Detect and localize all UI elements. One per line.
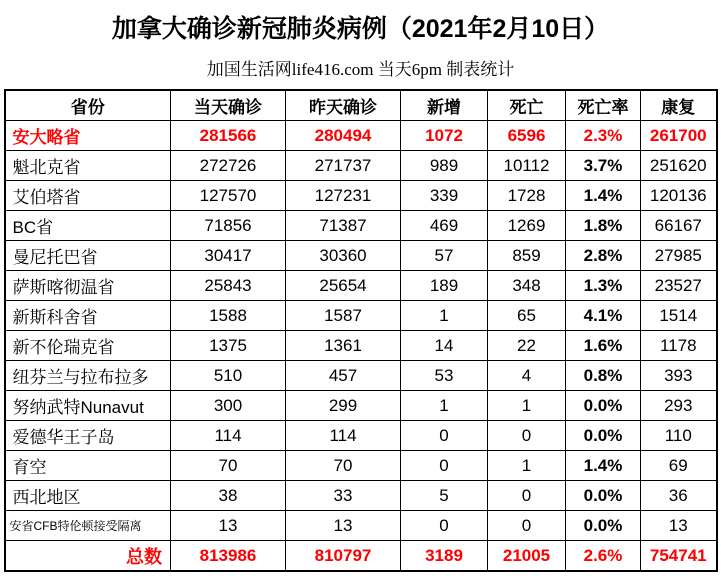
death-rate-cell: 3.7% bbox=[566, 151, 641, 181]
new-cases-cell: 1 bbox=[401, 391, 488, 421]
province-cell: 新不伦瑞克省 bbox=[5, 331, 171, 361]
today-confirmed-cell: 13 bbox=[171, 511, 286, 541]
province-cell: 努纳武特Nunavut bbox=[5, 391, 171, 421]
recovered-cell: 27985 bbox=[641, 241, 717, 271]
table-row bbox=[5, 511, 717, 541]
today-confirmed-cell: 71856 bbox=[171, 211, 286, 241]
yesterday-confirmed-cell: 30360 bbox=[286, 241, 401, 271]
death-rate-cell: 1.6% bbox=[566, 331, 641, 361]
table-row bbox=[5, 121, 717, 151]
province-cell: 安大略省 bbox=[5, 121, 171, 151]
today-confirmed-cell: 1588 bbox=[171, 301, 286, 331]
today-confirmed-cell: 30417 bbox=[171, 241, 286, 271]
deaths-cell: 10112 bbox=[488, 151, 566, 181]
new-cases-cell: 339 bbox=[401, 181, 488, 211]
province-cell: 魁北克省 bbox=[5, 151, 171, 181]
yesterday-confirmed-cell: 25654 bbox=[286, 271, 401, 301]
recovered-cell: 23527 bbox=[641, 271, 717, 301]
recovered-cell: 393 bbox=[641, 361, 717, 391]
deaths-cell: 4 bbox=[488, 361, 566, 391]
total-recovered-cell: 754741 bbox=[641, 541, 717, 572]
deaths-cell: 65 bbox=[488, 301, 566, 331]
recovered-cell: 293 bbox=[641, 391, 717, 421]
province-cell: 爱德华王子岛 bbox=[5, 421, 171, 451]
recovered-cell: 36 bbox=[641, 481, 717, 511]
table-row bbox=[5, 331, 717, 361]
header-row bbox=[5, 90, 717, 121]
today-confirmed-cell: 70 bbox=[171, 451, 286, 481]
yesterday-confirmed-cell: 271737 bbox=[286, 151, 401, 181]
column-header-province: 省份 bbox=[5, 90, 171, 121]
yesterday-confirmed-cell: 127231 bbox=[286, 181, 401, 211]
deaths-cell: 348 bbox=[488, 271, 566, 301]
table-body bbox=[5, 121, 717, 572]
recovered-cell: 13 bbox=[641, 511, 717, 541]
new-cases-cell: 1072 bbox=[401, 121, 488, 151]
table-row bbox=[5, 391, 717, 421]
total-province-cell: 总数 bbox=[5, 541, 171, 572]
table-row bbox=[5, 271, 717, 301]
death-rate-cell: 1.8% bbox=[566, 211, 641, 241]
new-cases-cell: 0 bbox=[401, 421, 488, 451]
yesterday-confirmed-cell: 457 bbox=[286, 361, 401, 391]
table-row bbox=[5, 151, 717, 181]
death-rate-cell: 1.4% bbox=[566, 181, 641, 211]
column-header-yesterday-confirmed: 昨天确诊 bbox=[286, 90, 401, 121]
province-cell: 纽芬兰与拉布拉多 bbox=[5, 361, 171, 391]
today-confirmed-cell: 127570 bbox=[171, 181, 286, 211]
total-deaths-cell: 21005 bbox=[488, 541, 566, 572]
column-header-today-confirmed: 当天确诊 bbox=[171, 90, 286, 121]
new-cases-cell: 57 bbox=[401, 241, 488, 271]
yesterday-confirmed-cell: 1361 bbox=[286, 331, 401, 361]
table-row bbox=[5, 421, 717, 451]
total-death-rate-cell: 2.6% bbox=[566, 541, 641, 572]
province-cell: 安省CFB特伦顿接受隔离 bbox=[5, 511, 171, 541]
total-row bbox=[5, 541, 717, 572]
today-confirmed-cell: 510 bbox=[171, 361, 286, 391]
death-rate-cell: 2.3% bbox=[566, 121, 641, 151]
recovered-cell: 1514 bbox=[641, 301, 717, 331]
province-cell: 新斯科舍省 bbox=[5, 301, 171, 331]
today-confirmed-cell: 38 bbox=[171, 481, 286, 511]
recovered-cell: 1178 bbox=[641, 331, 717, 361]
new-cases-cell: 53 bbox=[401, 361, 488, 391]
new-cases-cell: 0 bbox=[401, 451, 488, 481]
yesterday-confirmed-cell: 114 bbox=[286, 421, 401, 451]
death-rate-cell: 1.4% bbox=[566, 451, 641, 481]
province-cell: 育空 bbox=[5, 451, 171, 481]
table-row bbox=[5, 181, 717, 211]
yesterday-confirmed-cell: 280494 bbox=[286, 121, 401, 151]
new-cases-cell: 0 bbox=[401, 511, 488, 541]
recovered-cell: 110 bbox=[641, 421, 717, 451]
new-cases-cell: 189 bbox=[401, 271, 488, 301]
page-title: 加拿大确诊新冠肺炎病例（2021年2月10日） bbox=[111, 15, 610, 43]
recovered-cell: 251620 bbox=[641, 151, 717, 181]
page-subtitle: 加国生活网life416.com 当天6pm 制表统计 bbox=[206, 60, 515, 79]
new-cases-cell: 5 bbox=[401, 481, 488, 511]
province-cell: 西北地区 bbox=[5, 481, 171, 511]
covid-stats-table bbox=[4, 89, 718, 572]
today-confirmed-cell: 114 bbox=[171, 421, 286, 451]
province-cell: 艾伯塔省 bbox=[5, 181, 171, 211]
today-confirmed-cell: 1375 bbox=[171, 331, 286, 361]
new-cases-cell: 14 bbox=[401, 331, 488, 361]
recovered-cell: 66167 bbox=[641, 211, 717, 241]
death-rate-cell: 2.8% bbox=[566, 241, 641, 271]
yesterday-confirmed-cell: 13 bbox=[286, 511, 401, 541]
death-rate-cell: 1.3% bbox=[566, 271, 641, 301]
deaths-cell: 22 bbox=[488, 331, 566, 361]
table-row bbox=[5, 241, 717, 271]
total-yesterday-confirmed-cell: 810797 bbox=[286, 541, 401, 572]
deaths-cell: 859 bbox=[488, 241, 566, 271]
recovered-cell: 120136 bbox=[641, 181, 717, 211]
new-cases-cell: 469 bbox=[401, 211, 488, 241]
today-confirmed-cell: 25843 bbox=[171, 271, 286, 301]
deaths-cell: 6596 bbox=[488, 121, 566, 151]
death-rate-cell: 0.0% bbox=[566, 511, 641, 541]
recovered-cell: 69 bbox=[641, 451, 717, 481]
deaths-cell: 0 bbox=[488, 511, 566, 541]
today-confirmed-cell: 272726 bbox=[171, 151, 286, 181]
total-today-confirmed-cell: 813986 bbox=[171, 541, 286, 572]
column-header-deaths: 死亡 bbox=[488, 90, 566, 121]
death-rate-cell: 0.0% bbox=[566, 481, 641, 511]
death-rate-cell: 0.0% bbox=[566, 421, 641, 451]
column-header-new-cases: 新增 bbox=[401, 90, 488, 121]
table-row bbox=[5, 481, 717, 511]
province-cell: 曼尼托巴省 bbox=[5, 241, 171, 271]
deaths-cell: 1728 bbox=[488, 181, 566, 211]
yesterday-confirmed-cell: 71387 bbox=[286, 211, 401, 241]
yesterday-confirmed-cell: 33 bbox=[286, 481, 401, 511]
deaths-cell: 0 bbox=[488, 481, 566, 511]
today-confirmed-cell: 300 bbox=[171, 391, 286, 421]
yesterday-confirmed-cell: 1587 bbox=[286, 301, 401, 331]
column-header-death-rate: 死亡率 bbox=[566, 90, 641, 121]
column-header-recovered: 康复 bbox=[641, 90, 717, 121]
deaths-cell: 1 bbox=[488, 451, 566, 481]
death-rate-cell: 0.8% bbox=[566, 361, 641, 391]
table-row bbox=[5, 361, 717, 391]
table-row bbox=[5, 301, 717, 331]
new-cases-cell: 989 bbox=[401, 151, 488, 181]
death-rate-cell: 4.1% bbox=[566, 301, 641, 331]
yesterday-confirmed-cell: 70 bbox=[286, 451, 401, 481]
province-cell: 萨斯喀彻温省 bbox=[5, 271, 171, 301]
new-cases-cell: 1 bbox=[401, 301, 488, 331]
table-row bbox=[5, 211, 717, 241]
table-row bbox=[5, 451, 717, 481]
province-cell: BC省 bbox=[5, 211, 171, 241]
deaths-cell: 0 bbox=[488, 421, 566, 451]
total-new-cases-cell: 3189 bbox=[401, 541, 488, 572]
deaths-cell: 1 bbox=[488, 391, 566, 421]
recovered-cell: 261700 bbox=[641, 121, 717, 151]
yesterday-confirmed-cell: 299 bbox=[286, 391, 401, 421]
death-rate-cell: 0.0% bbox=[566, 391, 641, 421]
today-confirmed-cell: 281566 bbox=[171, 121, 286, 151]
deaths-cell: 1269 bbox=[488, 211, 566, 241]
